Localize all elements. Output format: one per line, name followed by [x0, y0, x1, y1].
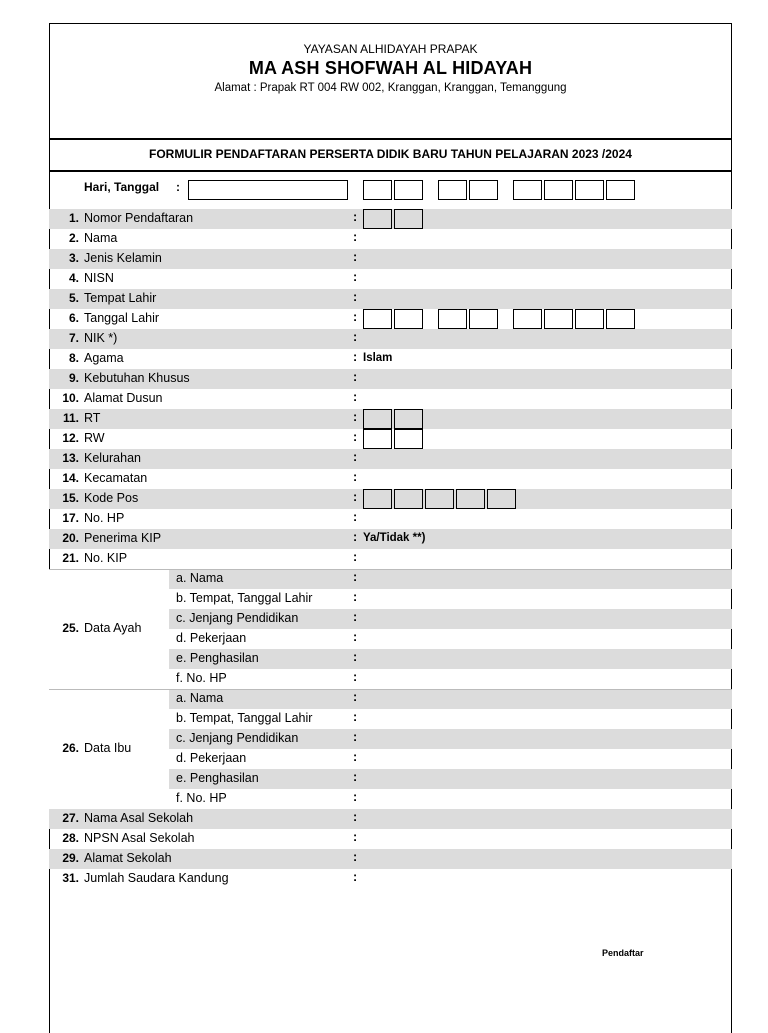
field-number: 21.	[62, 551, 79, 565]
field-label: NISN	[84, 271, 114, 285]
title-divider	[49, 170, 732, 172]
school-field-row	[49, 849, 732, 869]
field-row	[49, 349, 732, 369]
field-colon: :	[353, 750, 358, 764]
signature-label: Pendaftar	[602, 948, 644, 958]
date-colon: :	[176, 180, 180, 194]
field-row	[49, 229, 732, 249]
field-number: 6.	[68, 311, 79, 325]
field-colon: :	[353, 850, 358, 864]
field-label: e. Penghasilan	[176, 771, 259, 785]
group-label: Data Ibu	[84, 741, 132, 755]
field-colon: :	[353, 690, 358, 704]
digit-box[interactable]	[456, 489, 485, 509]
field-label: f. No. HP	[176, 791, 227, 805]
field-label: Kelurahan	[84, 451, 141, 465]
field-colon: :	[353, 370, 358, 384]
field-label: Kode Pos	[84, 491, 139, 505]
digit-box[interactable]	[606, 180, 635, 200]
field-number: 4.	[68, 271, 79, 285]
field-row	[49, 549, 732, 569]
field-label: a. Nama	[176, 691, 224, 705]
field-colon: :	[353, 210, 358, 224]
digit-box[interactable]	[469, 180, 498, 200]
digit-box[interactable]	[606, 309, 635, 329]
digit-box[interactable]	[363, 489, 392, 509]
digit-box[interactable]	[394, 429, 423, 449]
field-label: NPSN Asal Sekolah	[84, 831, 195, 845]
field-row	[49, 509, 732, 529]
field-label: Alamat Dusun	[84, 391, 163, 405]
field-number: 1.	[68, 211, 79, 225]
field-number: 27.	[62, 811, 79, 825]
digit-box[interactable]	[394, 209, 423, 229]
field-colon: :	[353, 630, 358, 644]
field-colon: :	[353, 230, 358, 244]
field-colon: :	[353, 610, 358, 624]
field-number: 8.	[68, 351, 79, 365]
group-number: 25.	[62, 621, 79, 635]
field-number: 5.	[68, 291, 79, 305]
digit-box[interactable]	[544, 180, 573, 200]
digit-box[interactable]	[513, 180, 542, 200]
field-colon: :	[353, 270, 358, 284]
field-row	[49, 529, 732, 549]
field-label: Penerima KIP	[84, 531, 162, 545]
group-divider	[49, 569, 732, 570]
field-colon: :	[353, 330, 358, 344]
digit-box[interactable]	[363, 180, 392, 200]
field-label: f. No. HP	[176, 671, 227, 685]
field-label: Jenis Kelamin	[84, 251, 162, 265]
field-row	[49, 449, 732, 469]
field-label: Jumlah Saudara Kandung	[84, 871, 229, 885]
digit-box[interactable]	[575, 309, 604, 329]
header-divider	[49, 138, 732, 140]
field-label: No. HP	[84, 511, 125, 525]
field-colon: :	[353, 450, 358, 464]
field-label: NIK *)	[84, 331, 118, 345]
date-label: Hari, Tanggal	[84, 180, 160, 194]
school-address: Alamat : Prapak RT 004 RW 002, Kranggan, Kranggan, Temanggung	[214, 82, 567, 94]
school-field-row	[49, 829, 732, 849]
field-label: Alamat Sekolah	[84, 851, 172, 865]
field-colon: :	[353, 650, 358, 664]
field-row	[49, 249, 732, 269]
field-colon: :	[353, 870, 358, 884]
field-value[interactable]: Islam	[363, 352, 393, 364]
digit-box[interactable]	[363, 409, 392, 429]
field-label: b. Tempat, Tanggal Lahir	[176, 711, 313, 725]
day-input-box[interactable]	[188, 180, 348, 200]
field-colon: :	[353, 550, 358, 564]
field-label: RW	[84, 431, 105, 445]
field-label: c. Jenjang Pendidikan	[176, 731, 299, 745]
field-number: 29.	[62, 851, 79, 865]
field-label: Agama	[84, 351, 124, 365]
field-number: 20.	[62, 531, 79, 545]
field-colon: :	[353, 490, 358, 504]
field-label: Kebutuhan Khusus	[84, 371, 190, 385]
field-colon: :	[353, 470, 358, 484]
field-number: 31.	[62, 871, 79, 885]
field-label: Nomor Pendaftaran	[84, 211, 194, 225]
organization-name: YAYASAN ALHIDAYAH PRAPAK	[303, 42, 478, 56]
field-label: d. Pekerjaan	[176, 751, 247, 765]
digit-box[interactable]	[544, 309, 573, 329]
field-colon: :	[353, 810, 358, 824]
digit-box[interactable]	[438, 309, 467, 329]
field-label: e. Penghasilan	[176, 651, 259, 665]
digit-box[interactable]	[394, 489, 423, 509]
field-label: Tempat Lahir	[84, 291, 157, 305]
field-label: Nama	[84, 231, 118, 245]
digit-box[interactable]	[575, 180, 604, 200]
digit-box[interactable]	[394, 309, 423, 329]
field-number: 13.	[62, 451, 79, 465]
field-row	[49, 369, 732, 389]
field-colon: :	[353, 730, 358, 744]
field-colon: :	[353, 350, 358, 364]
field-row	[49, 329, 732, 349]
school-field-row	[49, 869, 732, 889]
field-number: 28.	[62, 831, 79, 845]
digit-box[interactable]	[363, 429, 392, 449]
field-colon: :	[353, 570, 358, 584]
digit-box[interactable]	[363, 209, 392, 229]
form-title: FORMULIR PENDAFTARAN PERSERTA DIDIK BARU TAHUN PELAJARAN 2023 /2024	[149, 147, 632, 161]
digit-box[interactable]	[469, 309, 498, 329]
field-row	[49, 269, 732, 289]
field-colon: :	[353, 250, 358, 264]
field-colon: :	[353, 670, 358, 684]
digit-box[interactable]	[487, 489, 516, 509]
digit-box[interactable]	[363, 309, 392, 329]
field-value[interactable]: Ya/Tidak **)	[363, 532, 426, 544]
field-number: 11.	[62, 411, 79, 425]
field-label: d. Pekerjaan	[176, 631, 247, 645]
field-colon: :	[353, 510, 358, 524]
field-number: 3.	[68, 251, 79, 265]
field-colon: :	[353, 410, 358, 424]
field-colon: :	[353, 790, 358, 804]
field-label: Kecamatan	[84, 471, 148, 485]
field-colon: :	[353, 590, 358, 604]
group-number: 26.	[62, 741, 79, 755]
field-row	[49, 389, 732, 409]
digit-box[interactable]	[425, 489, 454, 509]
field-colon: :	[353, 390, 358, 404]
field-colon: :	[353, 290, 358, 304]
field-row	[49, 289, 732, 309]
field-number: 10.	[62, 391, 79, 405]
school-field-row	[49, 809, 732, 829]
field-colon: :	[353, 430, 358, 444]
field-number: 9.	[68, 371, 79, 385]
field-colon: :	[353, 830, 358, 844]
field-number: 17.	[62, 511, 79, 525]
field-label: No. KIP	[84, 551, 128, 565]
field-label: Nama Asal Sekolah	[84, 811, 194, 825]
group-divider	[49, 689, 732, 690]
field-number: 15.	[62, 491, 79, 505]
field-number: 2.	[68, 231, 79, 245]
field-colon: :	[353, 710, 358, 724]
field-label: RT	[84, 411, 101, 425]
digit-box[interactable]	[394, 180, 423, 200]
field-label: b. Tempat, Tanggal Lahir	[176, 591, 313, 605]
field-label: a. Nama	[176, 571, 224, 585]
field-colon: :	[353, 770, 358, 784]
field-label: c. Jenjang Pendidikan	[176, 611, 299, 625]
field-colon: :	[353, 310, 358, 324]
field-row	[49, 469, 732, 489]
field-label: Tanggal Lahir	[84, 311, 160, 325]
field-number: 7.	[68, 331, 79, 345]
digit-box[interactable]	[394, 409, 423, 429]
digit-box[interactable]	[438, 180, 467, 200]
group-label: Data Ayah	[84, 621, 142, 635]
field-number: 12.	[62, 431, 79, 445]
digit-box[interactable]	[513, 309, 542, 329]
field-number: 14.	[62, 471, 79, 485]
school-name: MA ASH SHOFWAH AL HIDAYAH	[248, 58, 533, 78]
field-colon: :	[353, 530, 358, 544]
